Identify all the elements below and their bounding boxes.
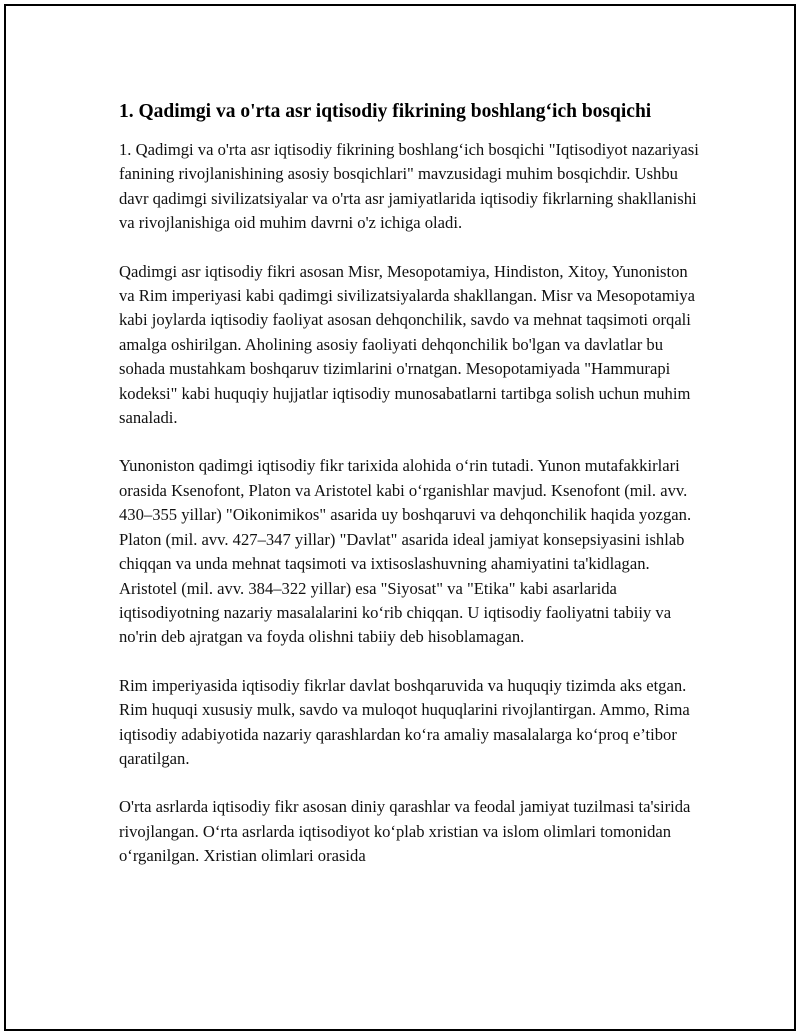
paragraph-middle-ages: O'rta asrlarda iqtisodiy fikr asosan diniy qarashlar va feodal jamiyat tuzilmasi ta'sirida rivojlangan. O‘rta asrlarda iqtisodiyot ko‘plab xristian va islom olimlari tomonidan o‘rganilgan. Xristian olimlari orasida <box>119 797 691 866</box>
document-body <box>119 98 699 893</box>
page-frame <box>4 4 796 1031</box>
paragraph-intro: 1. Qadimgi va o'rta asr iqtisodiy fikrining boshlang‘ich bosqichi "Iqtisodiyot nazariyasi fanining rivojlanishining asosiy bosqichlari" mavzusidagi muhim bosqichdir. Ushbu davr qadimgi sivilizatsiyalar va o'rta asr jamiyatlarida iqtisodiy fikrlarning shakllanishi va rivojlanishiga oid muhim davrni o'z ichiga oladi. <box>119 140 699 233</box>
paragraph-rome: Rim imperiyasida iqtisodiy fikrlar davlat boshqaruvida va huquqiy tizimda aks etgan. Rim huquqi xususiy mulk, savdo va muloqot huquqlarini rivojlantirgan. Ammo, Rima iqtisodiy adabiyotida nazariy qarashlardan ko‘ra amaliy masalalarga ko‘proq e’tibor qaratilgan. <box>119 675 690 768</box>
paragraph-ancient-civilizations: Qadimgi asr iqtisodiy fikri asosan Misr, Mesopotamiya, Hindiston, Xitoy, Yunoniston va Rim imperiyasi kabi qadimgi sivilizatsiyalarda shakllangan. Misr va Mesopotamiya kabi joylarda iqtisodiy faoliyat asosan dehqonchilik, savdo va mehnat taqsimoti orqali amalga oshirilgan. Aholining asosiy faoliyati dehqonchilik bo'lgan va davlatlar bu sohada mustahkam boshqaruv tizimlarini o'rnatgan. Mesopotamiyada "Hammurapi kodeksi" kabi huquqiy hujjatlar iqtisodiy munosabatlarni tartibga solish uchun muhim sanaladi. <box>119 261 696 428</box>
section-heading: 1. Qadimgi va o'rta asr iqtisodiy fikrining boshlang‘ich bosqichi <box>119 101 652 122</box>
paragraph-greece: Yunoniston qadimgi iqtisodiy fikr tarixida alohida o‘rin tutadi. Yunon mutafakkirlari orasida Ksenofont, Platon va Aristotel kabi o‘rganishlar mavjud. Ksenofont (mil. avv. 430–355 yillar) "Oikonimikos" asarida uy boshqaruvi va dehqonchilik haqida yozgan. Platon (mil. avv. 427–347 yillar) "Davlat" asarida ideal jamiyat konsepsiyasini ishlab chiqqan va unda mehnat taqsimoti va ixtisoslashuvning ahamiyatini ta'kidlagan. Aristotel (mil. avv. 384–322 yillar) esa "Siyosat" va "Etika" kabi asarlarida iqtisodiyotning nazariy masalalarini ko‘rib chiqqan. U iqtisodiy faoliyatni tabiiy va no'rin deb ajratgan va foyda olishni tabiiy deb hisoblamagan. <box>119 456 692 647</box>
